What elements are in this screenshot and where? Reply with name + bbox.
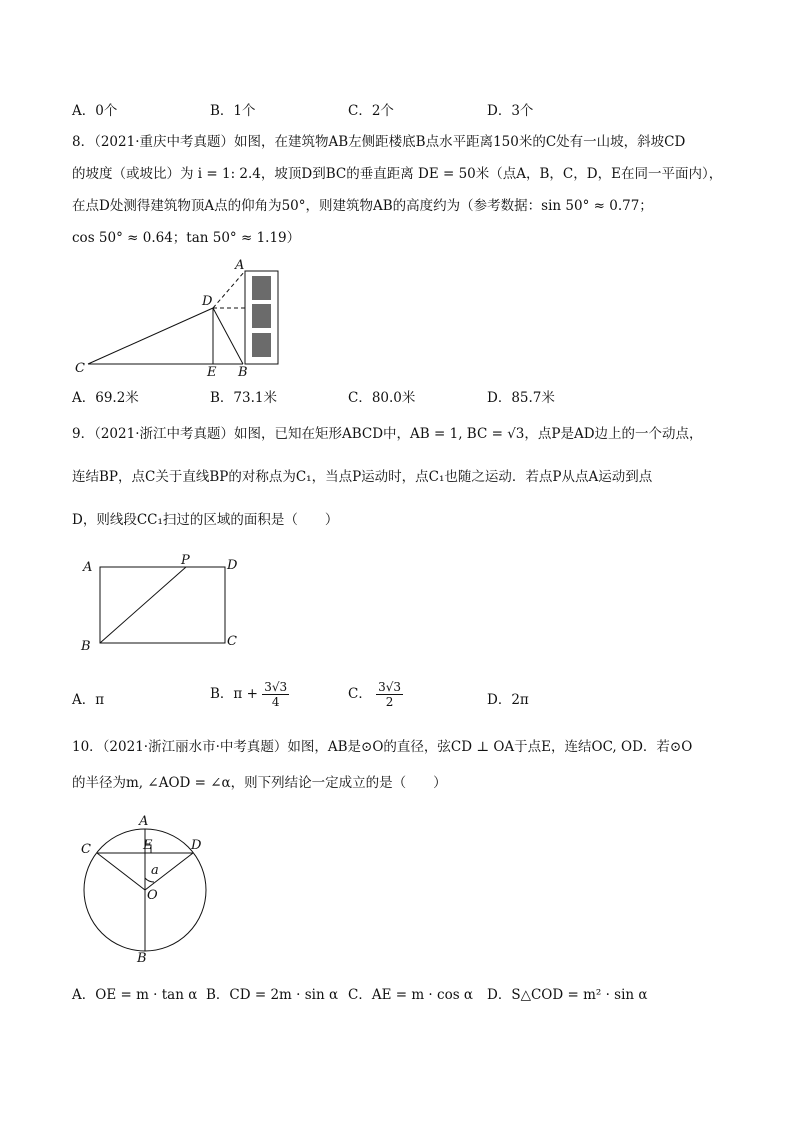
q9-label-c: C bbox=[227, 634, 237, 649]
q9-label-a: A bbox=[83, 560, 93, 575]
q10-label-e: E bbox=[143, 838, 153, 853]
q9-figure bbox=[78, 552, 258, 652]
q8-label-b: B bbox=[238, 365, 248, 380]
q10-label-b: B bbox=[137, 951, 147, 966]
q7-option-b: B．1个 bbox=[210, 103, 256, 119]
q10-option-c: C．AE = m · cos α bbox=[348, 987, 474, 1003]
q9-option-b-denominator: 4 bbox=[271, 695, 280, 709]
q10-radius-oc bbox=[97, 853, 145, 890]
q10-option-a: A．OE = m · tan α bbox=[72, 987, 198, 1003]
q9-text-line2: 连结BP，点C关于直线BP的对称点为C₁，当点P运动时，点C₁也随之运动．若点P从点A运动到点 bbox=[72, 469, 653, 485]
q9-option-b bbox=[210, 680, 289, 709]
q9-label-b: B bbox=[81, 639, 91, 654]
q9-label-p: P bbox=[181, 553, 190, 568]
q10-option-b: B．CD = 2m · sin α bbox=[206, 987, 339, 1003]
q8-text-line1: 8．（2021·重庆中考真题）如图，在建筑物AB左侧距楼底B点水平距离150米的C处有一山坡，斜坡CD bbox=[72, 134, 686, 150]
q8-option-b: B．73.1米 bbox=[210, 390, 277, 406]
q8-label-c: C bbox=[75, 361, 85, 376]
q8-option-d: D．85.7米 bbox=[487, 390, 555, 406]
q7-option-a: A．0个 bbox=[72, 103, 118, 119]
q9-option-c-prefix: C． bbox=[348, 686, 372, 702]
q8-text-line2: 的坡度（或坡比）为 i = 1: 2.4，坡顶D到BC的垂直距离 DE = 50米（点A，B，C，D，E在同一平面内）， bbox=[72, 166, 723, 182]
q9-option-d: D．2π bbox=[487, 692, 529, 708]
q7-option-d: D．3个 bbox=[487, 103, 534, 119]
q9-option-c-numerator: 3√3 bbox=[378, 680, 402, 694]
q9-option-b-prefix: B．π + bbox=[210, 686, 258, 702]
q8-text-line4: cos 50° ≈ 0.64；tan 50° ≈ 1.19） bbox=[72, 230, 301, 246]
q7-option-c: C．2个 bbox=[348, 103, 394, 119]
q9-option-b-fraction bbox=[262, 680, 289, 709]
q8-label-a: A bbox=[235, 258, 245, 273]
q10-label-a: A bbox=[139, 814, 149, 829]
q10-option-d: D．S△COD = m² · sin α bbox=[487, 987, 648, 1003]
q8-line-da-dashed bbox=[213, 271, 245, 308]
q9-text-line1: 9．（2021·浙江中考真题）如图，已知在矩形ABCD中，AB = 1, BC = √3，点P是AD边上的一个动点， bbox=[72, 426, 703, 442]
q9-option-c-fraction bbox=[376, 680, 403, 709]
q9-line-bp bbox=[100, 567, 186, 643]
q8-figure bbox=[70, 256, 300, 380]
q8-line-db bbox=[213, 308, 243, 364]
q9-option-c-denominator: 2 bbox=[385, 695, 394, 709]
q9-option-b-numerator: 3√3 bbox=[264, 680, 288, 694]
q9-option-a: A．π bbox=[72, 692, 105, 708]
q10-label-c: C bbox=[81, 842, 91, 857]
q10-label-alpha: a bbox=[151, 863, 159, 878]
q8-text-line3: 在点D处测得建筑物顶A点的仰角为50°，则建筑物AB的高度约为（参考数据：sin 50° ≈ 0.77； bbox=[72, 198, 653, 214]
q8-option-c: C．80.0米 bbox=[348, 390, 416, 406]
q8-window-2 bbox=[252, 304, 271, 328]
q10-angle-arc bbox=[145, 878, 154, 882]
q10-label-o: O bbox=[147, 888, 158, 903]
q10-figure bbox=[75, 808, 225, 968]
q10-text-line1: 10．（2021·浙江丽水市·中考真题）如图，AB是⊙O的直径，弦CD ⊥ OA于点E，连结OC, OD．若⊙O bbox=[72, 739, 693, 755]
q8-label-d: D bbox=[202, 294, 213, 309]
q8-window-3 bbox=[252, 333, 271, 357]
q10-label-d: D bbox=[191, 838, 202, 853]
q8-window-1 bbox=[252, 276, 271, 300]
q9-option-c bbox=[348, 680, 403, 709]
q8-label-e: E bbox=[207, 365, 217, 380]
q10-text-line2: 的半径为m, ∠AOD = ∠α，则下列结论一定成立的是（ ） bbox=[72, 775, 447, 791]
q9-rectangle-abcd bbox=[100, 567, 225, 643]
q9-label-d: D bbox=[227, 558, 238, 573]
q8-option-a: A．69.2米 bbox=[72, 390, 139, 406]
q9-text-line3: D，则线段CC₁扫过的区域的面积是（ ） bbox=[72, 512, 339, 528]
q8-line-cd bbox=[88, 308, 213, 364]
